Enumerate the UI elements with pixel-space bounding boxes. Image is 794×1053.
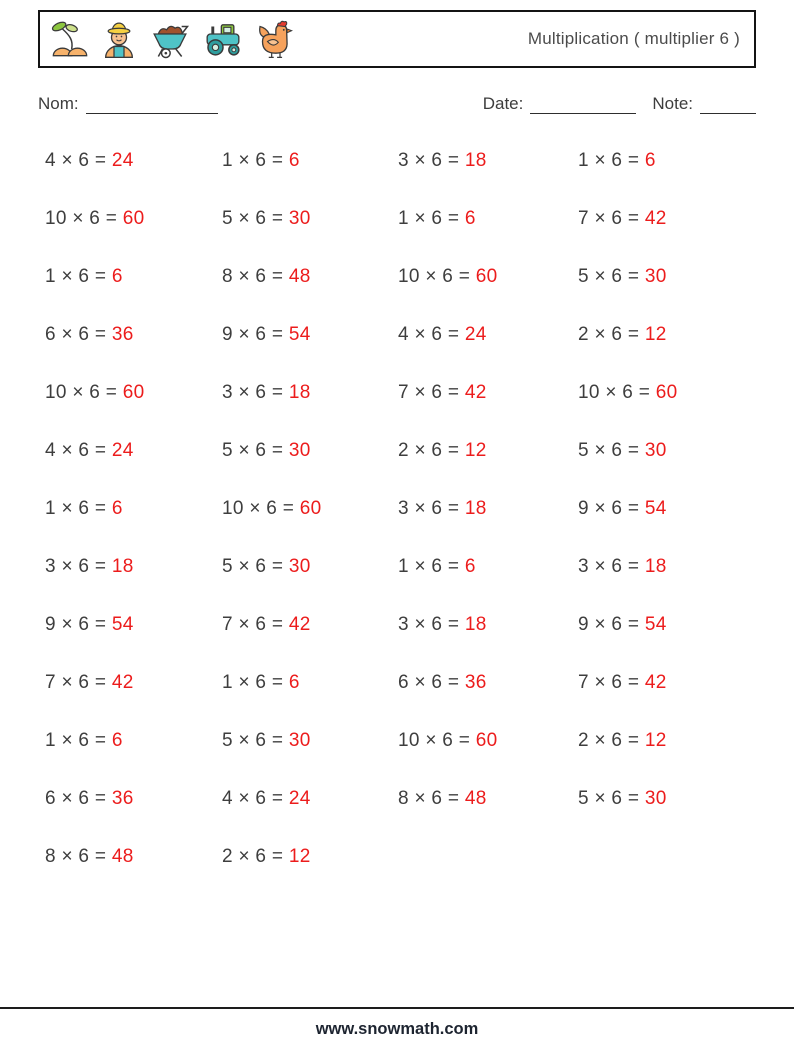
problem-question: 2 × 6 = [222,846,289,867]
problem-item [578,422,756,480]
problem-answer: 18 [464,150,487,171]
problem-item [45,712,222,770]
problem-question: 5 × 6 = [578,266,645,287]
problem-answer: 30 [644,266,667,287]
name-field [38,94,218,114]
problems-grid [45,132,756,886]
problem-answer: 36 [111,324,134,345]
problem-answer: 18 [644,556,667,577]
problem-item [578,190,756,248]
problem-answer: 6 [111,266,123,287]
problem-item [578,596,756,654]
problem-item [398,248,578,306]
problem-item [398,364,578,422]
problem-item [222,364,398,422]
problem-question: 10 × 6 = [45,382,123,403]
problem-answer: 42 [644,208,667,229]
problem-item [398,654,578,712]
problem-question: 3 × 6 = [45,556,112,577]
problem-question: 8 × 6 = [222,266,289,287]
problem-answer: 60 [655,382,678,403]
problem-question: 4 × 6 = [45,150,112,171]
problem-answer: 54 [644,498,667,519]
fields-row [38,94,756,114]
problem-answer: 54 [644,614,667,635]
problem-item [398,538,578,596]
problem-item [222,422,398,480]
problem-answer: 42 [464,382,487,403]
problem-answer: 60 [122,208,145,229]
problem-answer: 6 [464,556,476,577]
problem-item [45,596,222,654]
problem-answer: 6 [111,730,123,751]
problem-item [578,364,756,422]
problem-question: 2 × 6 = [398,440,465,461]
problem-answer: 48 [288,266,311,287]
problem-item [578,248,756,306]
problem-question: 3 × 6 = [398,498,465,519]
problem-question: 10 × 6 = [398,730,476,751]
problem-question: 6 × 6 = [398,672,465,693]
problem-answer: 30 [288,730,311,751]
problem-item [222,306,398,364]
problem-item [45,364,222,422]
date-field [483,94,637,114]
problem-question: 10 × 6 = [45,208,123,229]
fields-right [483,94,756,114]
problem-item [45,538,222,596]
problem-item [222,190,398,248]
problem-question: 1 × 6 = [578,150,645,171]
problem-answer: 12 [464,440,487,461]
problem-item [45,828,222,886]
problem-item [578,480,756,538]
problem-question: 5 × 6 = [222,208,289,229]
seedling-icon [50,19,90,59]
problem-question: 1 × 6 = [222,672,289,693]
problem-question: 5 × 6 = [222,440,289,461]
problem-answer: 24 [111,150,134,171]
problem-item [578,132,756,190]
note-blank-line [700,99,756,114]
problem-answer: 60 [475,730,498,751]
problem-item [222,654,398,712]
problem-answer: 42 [644,672,667,693]
wheelbarrow-icon [148,19,192,59]
problem-question: 5 × 6 = [578,440,645,461]
problem-question: 1 × 6 = [45,266,112,287]
problem-answer: 60 [122,382,145,403]
problem-item [45,132,222,190]
problem-item [222,480,398,538]
problem-question: 7 × 6 = [45,672,112,693]
problem-answer: 6 [288,672,300,693]
farmer-icon [99,19,139,59]
problem-answer: 12 [288,846,311,867]
problem-item [45,770,222,828]
problem-answer: 6 [644,150,656,171]
problem-item [45,306,222,364]
problem-answer: 30 [288,208,311,229]
problem-answer: 54 [111,614,134,635]
problem-item [222,770,398,828]
problem-answer: 6 [464,208,476,229]
problem-answer: 12 [644,324,667,345]
problem-question: 9 × 6 = [578,498,645,519]
problem-item [45,422,222,480]
problem-question: 1 × 6 = [45,498,112,519]
problem-question: 3 × 6 = [398,614,465,635]
problem-question: 5 × 6 = [222,556,289,577]
problem-item [222,538,398,596]
problem-answer: 24 [464,324,487,345]
problem-answer: 24 [288,788,311,809]
problem-answer: 6 [288,150,300,171]
problem-answer: 30 [288,440,311,461]
problem-item [578,538,756,596]
problem-answer: 30 [288,556,311,577]
problem-question: 3 × 6 = [222,382,289,403]
problem-answer: 12 [644,730,667,751]
problem-item [45,248,222,306]
name-blank-line [86,99,218,114]
problem-question: 4 × 6 = [45,440,112,461]
problem-item [578,306,756,364]
page-title: Multiplication ( multiplier 6 ) [527,29,740,48]
problem-answer: 18 [111,556,134,577]
problem-item [398,770,578,828]
note-label: Note: [652,94,693,113]
problem-question: 9 × 6 = [45,614,112,635]
problem-question: 8 × 6 = [45,846,112,867]
problem-answer: 60 [299,498,322,519]
note-field [652,94,756,114]
problem-question: 2 × 6 = [578,730,645,751]
problem-item [45,654,222,712]
problem-item [578,712,756,770]
problem-question: 7 × 6 = [222,614,289,635]
problem-answer: 30 [644,788,667,809]
problem-question: 1 × 6 = [398,556,465,577]
problem-answer: 18 [288,382,311,403]
problem-answer: 36 [464,672,487,693]
problem-answer: 42 [288,614,311,635]
problem-question: 10 × 6 = [578,382,656,403]
footer [0,1007,794,1053]
problem-answer: 42 [111,672,134,693]
tractor-icon [201,19,245,59]
problem-question: 4 × 6 = [222,788,289,809]
problem-item [398,480,578,538]
problem-answer: 48 [111,846,134,867]
problem-answer: 24 [111,440,134,461]
problem-item [45,480,222,538]
header [38,10,756,68]
chicken-icon [254,19,296,59]
problem-question: 3 × 6 = [578,556,645,577]
problem-item [222,712,398,770]
problem-item [222,596,398,654]
problem-question: 3 × 6 = [398,150,465,171]
problem-answer: 60 [475,266,498,287]
problem-item [45,190,222,248]
problem-question: 6 × 6 = [45,788,112,809]
problem-item [398,306,578,364]
problem-answer: 36 [111,788,134,809]
problem-item [578,654,756,712]
problem-item [398,132,578,190]
problem-question: 1 × 6 = [398,208,465,229]
footer-link[interactable]: www.snowmath.com [315,1020,479,1038]
problem-question: 9 × 6 = [578,614,645,635]
date-blank-line [530,99,636,114]
problem-question: 7 × 6 = [578,672,645,693]
header-icons [50,19,296,59]
problem-question: 2 × 6 = [578,324,645,345]
problem-item [222,828,398,886]
problem-item [398,596,578,654]
problem-answer: 30 [644,440,667,461]
problem-item [398,712,578,770]
problem-question: 7 × 6 = [398,382,465,403]
problem-question: 8 × 6 = [398,788,465,809]
problem-item [578,770,756,828]
problem-answer: 48 [464,788,487,809]
problem-question: 1 × 6 = [45,730,112,751]
problem-question: 10 × 6 = [222,498,300,519]
problem-question: 5 × 6 = [222,730,289,751]
problem-answer: 18 [464,498,487,519]
problem-question: 1 × 6 = [222,150,289,171]
problem-answer: 6 [111,498,123,519]
problem-item [398,190,578,248]
problem-question: 5 × 6 = [578,788,645,809]
problem-item [398,422,578,480]
problem-question: 9 × 6 = [222,324,289,345]
problem-question: 6 × 6 = [45,324,112,345]
problem-answer: 54 [288,324,311,345]
date-label: Date: [482,94,524,113]
problem-question: 10 × 6 = [398,266,476,287]
name-label: Nom: [38,94,79,113]
problem-question: 4 × 6 = [398,324,465,345]
problem-answer: 18 [464,614,487,635]
problem-question: 7 × 6 = [578,208,645,229]
problem-item [222,132,398,190]
problem-item [222,248,398,306]
